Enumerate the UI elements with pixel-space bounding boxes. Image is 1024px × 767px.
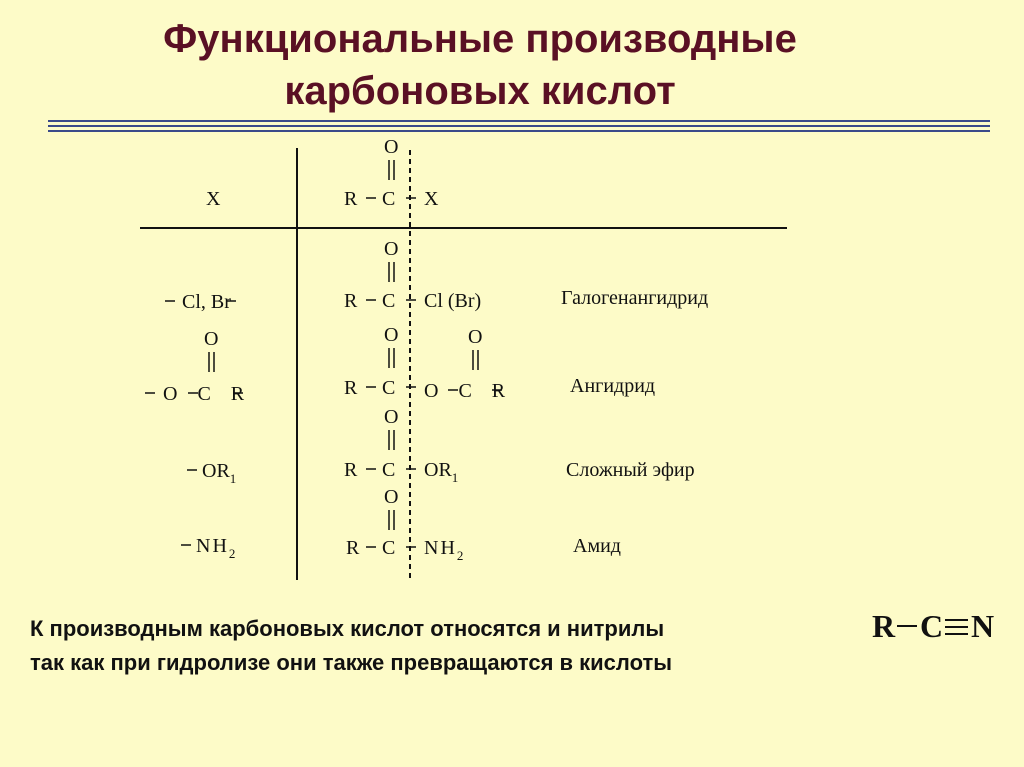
row4-group [196,535,237,559]
row3-group-subscript: 1 [229,471,237,486]
row2-group: O C R [163,383,245,405]
row4-formula-rest-text: NH [424,537,457,559]
row4-formula-oxygen: O [384,486,399,508]
row3-formula-c: C [382,459,396,481]
nitrile-n: N [971,608,995,644]
row3-name: Сложный эфир [566,459,695,481]
row1-formula-oxygen: O [384,238,399,260]
row2-formula-r: R [344,377,358,399]
row4-group-text: NH [196,535,229,557]
slide-title-line-2: карбоновых кислот [284,69,676,113]
row3-group-text: OR [202,460,230,482]
header-formula-oxygen: O [384,136,399,158]
row4-formula-c: C [382,537,396,559]
row3-group [202,460,236,484]
row3-formula-rest [424,459,458,483]
row3-formula-rest-subscript: 1 [451,470,459,485]
row1-formula-c: C [382,290,396,312]
row2-formula-oxygen: O [384,324,399,346]
row4-group-subscript: 2 [228,546,238,561]
row3-formula-rest-text: OR [424,459,452,481]
header-x-label: X [206,188,221,210]
nitrile-r: R [872,608,896,644]
header-formula-r: R [344,188,358,210]
row2-group-oxygen: O [204,328,219,350]
row1-name: Галогенангидрид [561,287,709,309]
row2-name: Ангидрид [570,375,656,397]
row3-formula-oxygen: O [384,406,399,428]
row1-group: Cl, Br [182,291,231,313]
row3-formula-r: R [344,459,358,481]
row4-formula-r: R [346,537,360,559]
row2-formula-rest: O C R [424,380,506,402]
row4-formula-rest-subscript: 2 [456,548,466,563]
row1-formula-r: R [344,290,358,312]
slide-title-line-1: Функциональные производные [163,17,797,61]
row1-formula-rest: Cl (Br) [424,290,482,312]
row4-formula-rest [424,537,465,561]
nitrile-c: C [920,608,944,644]
note-line-2: так как при гидролизе они также превращаются в кислоты [30,650,673,675]
row2-formula-c: C [382,377,396,399]
header-formula-c: C [382,188,396,210]
row2-formula-rest-oxygen: O [468,326,483,348]
header-formula-x: X [424,188,439,210]
note-line-1: К производным карбоновых кислот относятся и нитрилы [30,616,665,641]
row4-name: Амид [573,535,621,557]
